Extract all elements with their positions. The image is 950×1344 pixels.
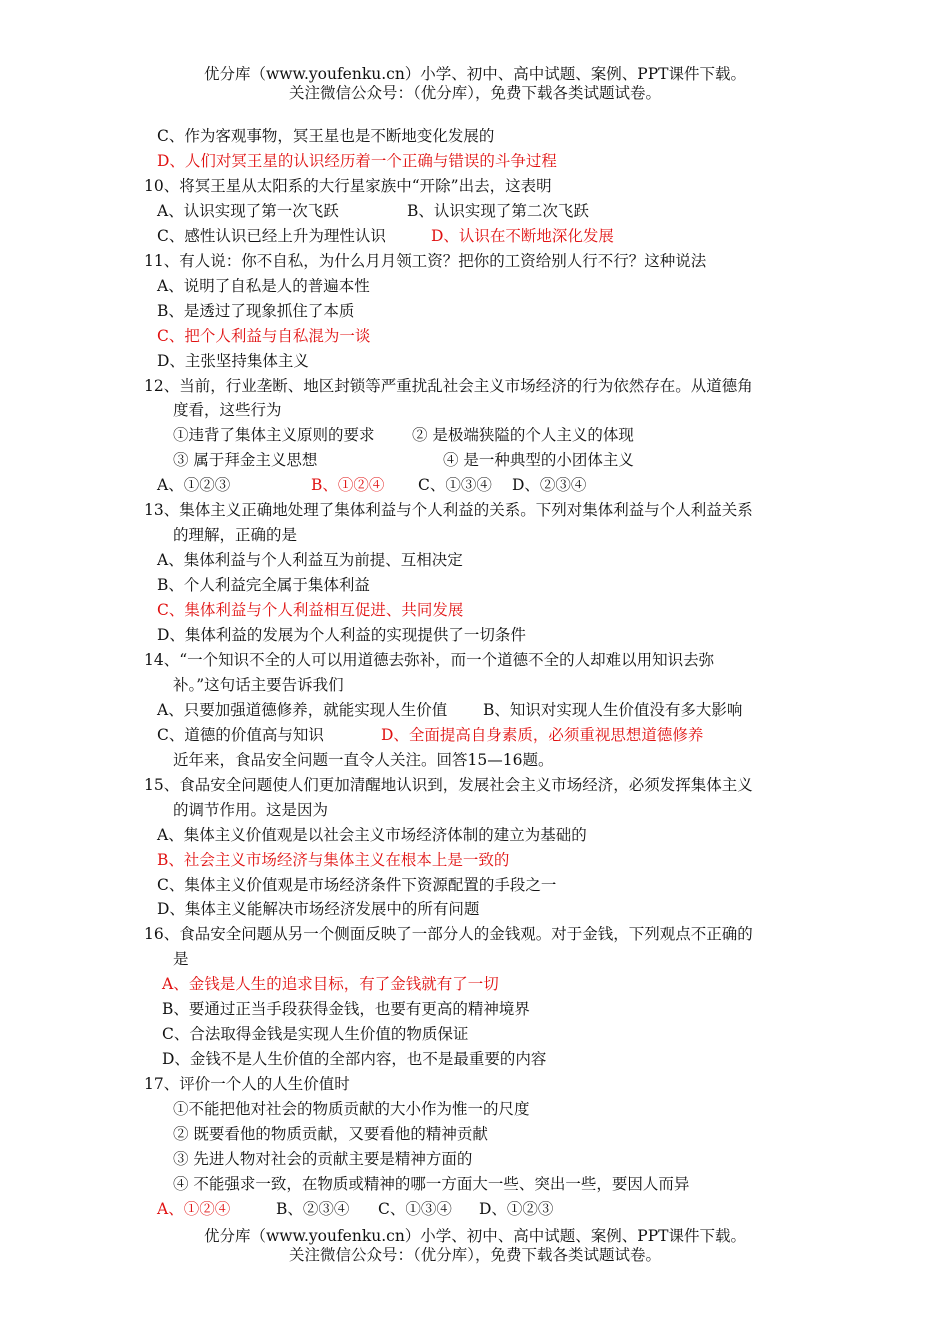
option: ② 是极端狭隘的个人主义的体现 — [412, 426, 634, 445]
header-line-2: 关注微信公众号：（优分库），免费下载各类试题试卷。 — [288, 84, 661, 102]
text-line: 的调节作用。这是因为 — [173, 800, 329, 819]
text-line: A、集体利益与个人利益互为前提、互相决定 — [157, 551, 463, 570]
text-line: 10、将冥王星从太阳系的大行星家族中“开除”出去，这表明 — [144, 176, 552, 195]
text-line: ② 既要看他的物质贡献，又要看他的精神贡献 — [173, 1125, 488, 1143]
text-line: 是 — [173, 950, 189, 969]
text-line: A、集体主义价值观是以社会主义市场经济体制的建立为基础的 — [157, 825, 587, 844]
option: B、知识对实现人生价值没有多大影响 — [483, 700, 743, 719]
text-line: 12、当前，行业垄断、地区封锁等严重扰乱社会主义市场经济的行为依然存在。从道德角 — [144, 376, 753, 395]
text-line: D、主张坚持集体主义 — [157, 351, 309, 370]
text-line: C、作为客观事物，冥王星也是不断地变化发展的 — [157, 127, 495, 145]
answer-line: D、人们对冥王星的认识经历着一个正确与错误的斗争过程 — [157, 151, 557, 170]
text-line: ①不能把他对社会的物质贡献的大小作为惟一的尺度 — [173, 1100, 530, 1119]
page-header — [0, 65, 950, 103]
option: D、②③④ — [512, 476, 587, 495]
answer-line: C、集体利益与个人利益相互促进、共同发展 — [157, 601, 464, 620]
text-line: 补。”这句话主要告诉我们 — [173, 675, 344, 694]
option: C、①③④ — [418, 476, 492, 495]
text-line: 11、有人说：你不自私，为什么月月领工资？把你的工资给别人行不行？这种说法 — [144, 251, 707, 270]
text-line: B、个人利益完全属于集体利益 — [157, 576, 370, 595]
text-line: 16、食品安全问题从另一个侧面反映了一部分人的金钱观。对于金钱，下列观点不正确的 — [144, 925, 753, 944]
text-line: D、集体利益的发展为个人利益的实现提供了一切条件 — [157, 626, 526, 644]
text-line: 度看，这些行为 — [173, 401, 282, 420]
footer-line-1: 优分库（www.youfenku.cn）小学、初中、高中试题、案例、PPT课件下载。 — [203, 1227, 747, 1245]
answer-line: A、金钱是人生的追求目标，有了金钱就有了一切 — [162, 975, 499, 994]
answer-line: B、社会主义市场经济与集体主义在根本上是一致的 — [157, 850, 510, 869]
text-line: 14、“一个知识不全的人可以用道德去弥补，而一个道德不全的人却难以用知识去弥 — [144, 650, 715, 669]
text-line: ④ 不能强求一致，在物质或精神的哪一方面大一些、突出一些，要因人而异 — [173, 1174, 690, 1193]
text-line: D、集体主义能解决市场经济发展中的所有问题 — [157, 900, 480, 919]
text-line: B、要通过正当手段获得金钱，也要有更高的精神境界 — [162, 1000, 530, 1019]
page-footer — [0, 1227, 950, 1265]
option: D、①②③ — [479, 1199, 554, 1218]
option: C、感性认识已经上升为理性认识 — [157, 226, 386, 245]
option: A、①②③ — [157, 476, 231, 495]
text-line: 13、集体主义正确地处理了集体利益与个人利益的关系。下列对集体利益与个人利益关系 — [144, 501, 753, 520]
answer-option: A、①②④ — [157, 1199, 231, 1218]
text-line: A、说明了自私是人的普遍本性 — [157, 276, 370, 295]
option: B、认识实现了第二次飞跃 — [407, 201, 589, 220]
option: C、道德的价值高与知识 — [157, 725, 324, 744]
text-line: 15、食品安全问题使人们更加清醒地认识到，发展社会主义市场经济，必须发挥集体主义 — [144, 775, 753, 794]
answer-line: C、把个人利益与自私混为一谈 — [157, 326, 371, 345]
option: ③ 属于拜金主义思想 — [173, 451, 318, 470]
answer-option: D、全面提高自身素质，必须重视思想道德修养 — [381, 725, 704, 744]
text-line: 的理解，正确的是 — [173, 526, 298, 545]
text-line: B、是透过了现象抓住了本质 — [157, 301, 355, 320]
text-line: C、合法取得金钱是实现人生价值的物质保证 — [162, 1025, 469, 1044]
text-line: 17、评价一个人的人生价值时 — [144, 1075, 350, 1094]
header-line-1: 优分库（www.youfenku.cn）小学、初中、高中试题、案例、PPT课件下载。 — [203, 65, 747, 83]
option: A、认识实现了第一次飞跃 — [157, 201, 339, 220]
footer-line-2: 关注微信公众号：（优分库），免费下载各类试题试卷。 — [288, 1246, 661, 1264]
option: ④ 是一种典型的小团体主义 — [443, 451, 634, 470]
text-line: ③ 先进人物对社会的贡献主要是精神方面的 — [173, 1149, 473, 1168]
text-line: C、集体主义价值观是市场经济条件下资源配置的手段之一 — [157, 875, 557, 894]
option: C、①③④ — [378, 1199, 452, 1218]
text-line: D、金钱不是人生价值的全部内容，也不是最重要的内容 — [162, 1050, 547, 1069]
answer-option: B、①②④ — [311, 476, 385, 495]
option: A、只要加强道德修养，就能实现人生价值 — [157, 700, 448, 719]
text-line: 近年来，食品安全问题一直令人关注。回答15—16题。 — [173, 750, 554, 769]
option: B、②③④ — [276, 1199, 350, 1218]
option: ①违背了集体主义原则的要求 — [173, 426, 375, 445]
answer-option: D、认识在不断地深化发展 — [431, 226, 614, 245]
